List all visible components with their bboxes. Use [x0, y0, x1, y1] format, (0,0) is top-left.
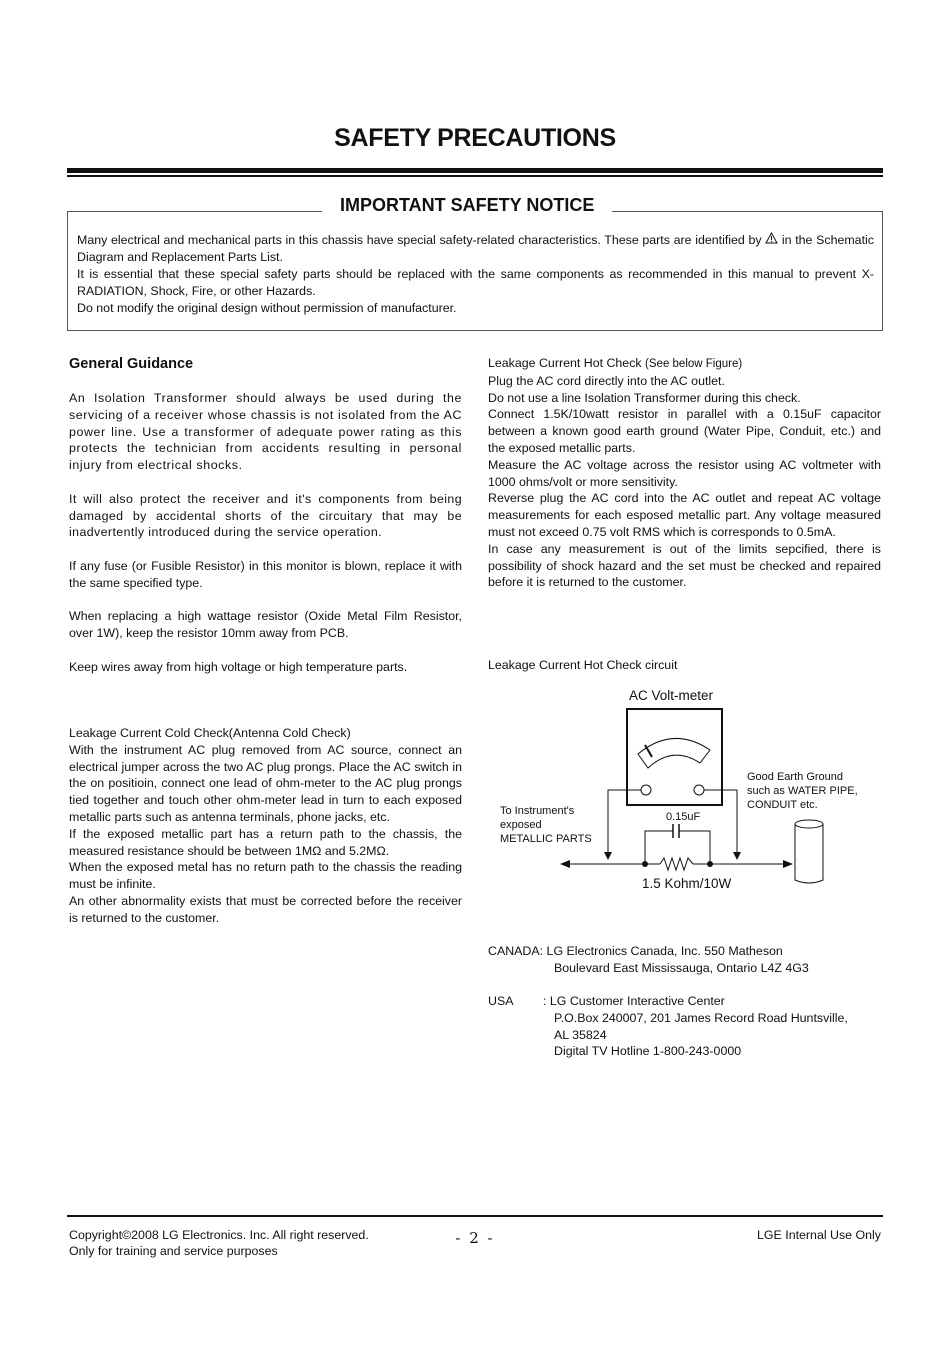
- usa-line-2: P.O.Box 240007, 201 James Record Road Huntsville,: [554, 1010, 848, 1025]
- cold-check-heading: Leakage Current Cold Check(Antenna Cold Check): [69, 726, 351, 740]
- instrument-label-3: METALLIC PARTS: [500, 833, 592, 845]
- notice-p3: Do not modify the original design without permission of manufacturer.: [77, 301, 457, 315]
- cold-check-p4: An other abnormality exists that must be corrected before the receiver is returned to the customer.: [69, 893, 462, 925]
- internal-use: LGE Internal Use Only: [757, 1228, 881, 1242]
- guidance-p4: When replacing a high wattage resistor (Oxide Metal Film Resistor, over 1W), keep the resistor 10mm away from PCB.: [69, 609, 462, 641]
- ground-label: [747, 770, 858, 812]
- cold-check: [69, 725, 462, 927]
- canada-address: [488, 943, 881, 977]
- guidance-p5: Keep wires away from high voltage or high temperature parts.: [69, 659, 408, 674]
- title-rule: [67, 168, 883, 173]
- training-note: Only for training and service purposes: [69, 1244, 278, 1258]
- capacitor-label: 0.15uF: [666, 811, 701, 823]
- safety-notice-text: [77, 232, 874, 317]
- canada-line-1: LG Electronics Canada, Inc. 550 Matheson: [546, 944, 783, 958]
- footer-rule: [67, 1215, 883, 1217]
- notice-p1: Many electrical and mechanical parts in this chassis have special safety-related characteristics. These parts are identified by: [77, 233, 762, 247]
- notice-p1-end: in the Schematic Diagram and Replacement Parts List.: [77, 233, 874, 264]
- hot-check-p1: Plug the AC cord directly into the AC outlet.: [488, 373, 725, 388]
- general-guidance-heading: General Guidance: [69, 356, 194, 372]
- title-rule-thin: [67, 175, 883, 177]
- meter-label: AC Volt-meter: [629, 688, 714, 703]
- warning-triangle-icon: [765, 232, 778, 249]
- cold-check-p2: If the exposed metallic part has a return path to the chassis, the measured resistance should be between 1MΩ and 5.2MΩ.: [69, 826, 462, 858]
- resistor-label: 1.5 Kohm/10W: [642, 876, 732, 891]
- hot-check: [488, 355, 881, 591]
- usa-label: USA: [488, 994, 514, 1008]
- water-pipe: [795, 824, 823, 883]
- circuit-heading: Leakage Current Hot Check circuit: [488, 658, 678, 672]
- hot-check-p6: In case any measurement is out of the limits sepcified, there is possibility of shock hazard and the set must be checked and repaired before it is returned to the customer.: [488, 541, 881, 590]
- canada-line-2: Boulevard East Mississauga, Ontario L4Z 4G3: [554, 960, 809, 975]
- cold-check-p3: When the exposed metal has no return path to the chassis the reading must be infinite.: [69, 860, 462, 892]
- page-title: SAFETY PRECAUTIONS: [334, 124, 616, 152]
- lead-left: [608, 790, 641, 858]
- page-number: - 2 -: [455, 1229, 495, 1247]
- instrument-label-1: To Instrument's: [500, 805, 575, 817]
- hot-check-p5: Reverse plug the AC cord into the AC outlet and repeat AC voltage measurements for each esposed metallic part. Any voltage measured must not exceed 0.75 volt RMS which is corresponds to 0.5mA.: [488, 491, 881, 539]
- footer-left: [69, 1227, 369, 1259]
- canada-label: CANADA:: [488, 944, 544, 958]
- meter-terminal-left: [641, 785, 651, 795]
- instrument-label-2: exposed: [500, 819, 542, 831]
- usa-line-3: AL 35824: [554, 1027, 607, 1042]
- usa-address: [488, 993, 881, 1060]
- guidance-p3: If any fuse (or Fusible Resistor) in this monitor is blown, replace it with the same specified type.: [69, 558, 462, 590]
- ground-label-3: CONDUIT etc.: [747, 799, 818, 811]
- usa-line-1: : LG Customer Interactive Center: [543, 994, 725, 1008]
- hot-check-heading: Leakage Current Hot Check: [488, 356, 642, 370]
- safety-notice-heading: IMPORTANT SAFETY NOTICE: [322, 195, 612, 216]
- copyright: Copyright©2008 LG Electronics. Inc. All right reserved.: [69, 1228, 369, 1242]
- hot-check-p3: Connect 1.5K/10watt resistor in parallel with a 0.15uF capacitor between a known good earth ground (Water Pipe, Conduit, etc.) and the exposed metallic parts.: [488, 407, 881, 455]
- usa-line-4: Digital TV Hotline 1-800-243-0000: [554, 1044, 742, 1059]
- cold-check-p1: With the instrument AC plug removed from AC source, connect an electrical jumper across the two AC plug prongs. Place the AC switch in the on positioin, connect one lead of ohm-meter to the AC plug prongs tied together and touch other ohm-meter lead in turn to each exposed metallic parts such as antenna terminals, phone jacks, etc.: [69, 742, 462, 824]
- general-guidance: [69, 390, 462, 676]
- instrument-label: [500, 804, 592, 846]
- hot-check-p4: Measure the AC voltage across the resistor using AC voltmeter with 1000 ohms/volt or more sensitivity.: [488, 457, 881, 489]
- guidance-p2: It will also protect the receiver and it's components from being damaged by accidental shorts of the circuitary that may be inadvertently introduced during the service operation.: [69, 491, 462, 540]
- meter-terminal-right: [694, 785, 704, 795]
- lead-right: [704, 790, 737, 858]
- hot-check-p2: Do not use a line Isolation Transformer during this check.: [488, 390, 801, 405]
- notice-p2: It is essential that these special safety parts should be replaced with the same components as recommended in this manual to prevent X-RADIATION, Shock, Fire, or other Hazards.: [77, 267, 874, 298]
- ground-label-1: Good Earth Ground: [747, 771, 844, 783]
- hot-check-note: (See below Figure): [645, 358, 743, 370]
- guidance-p1: An Isolation Transformer should always be used during the servicing of a receiver whose chassis is not isolated from the AC power line. Use a transformer of adequate power rating as this protects the technician from accidents resulting in personal injury from electrical shocks.: [69, 391, 462, 473]
- ground-label-2: such as WATER PIPE,: [747, 785, 858, 797]
